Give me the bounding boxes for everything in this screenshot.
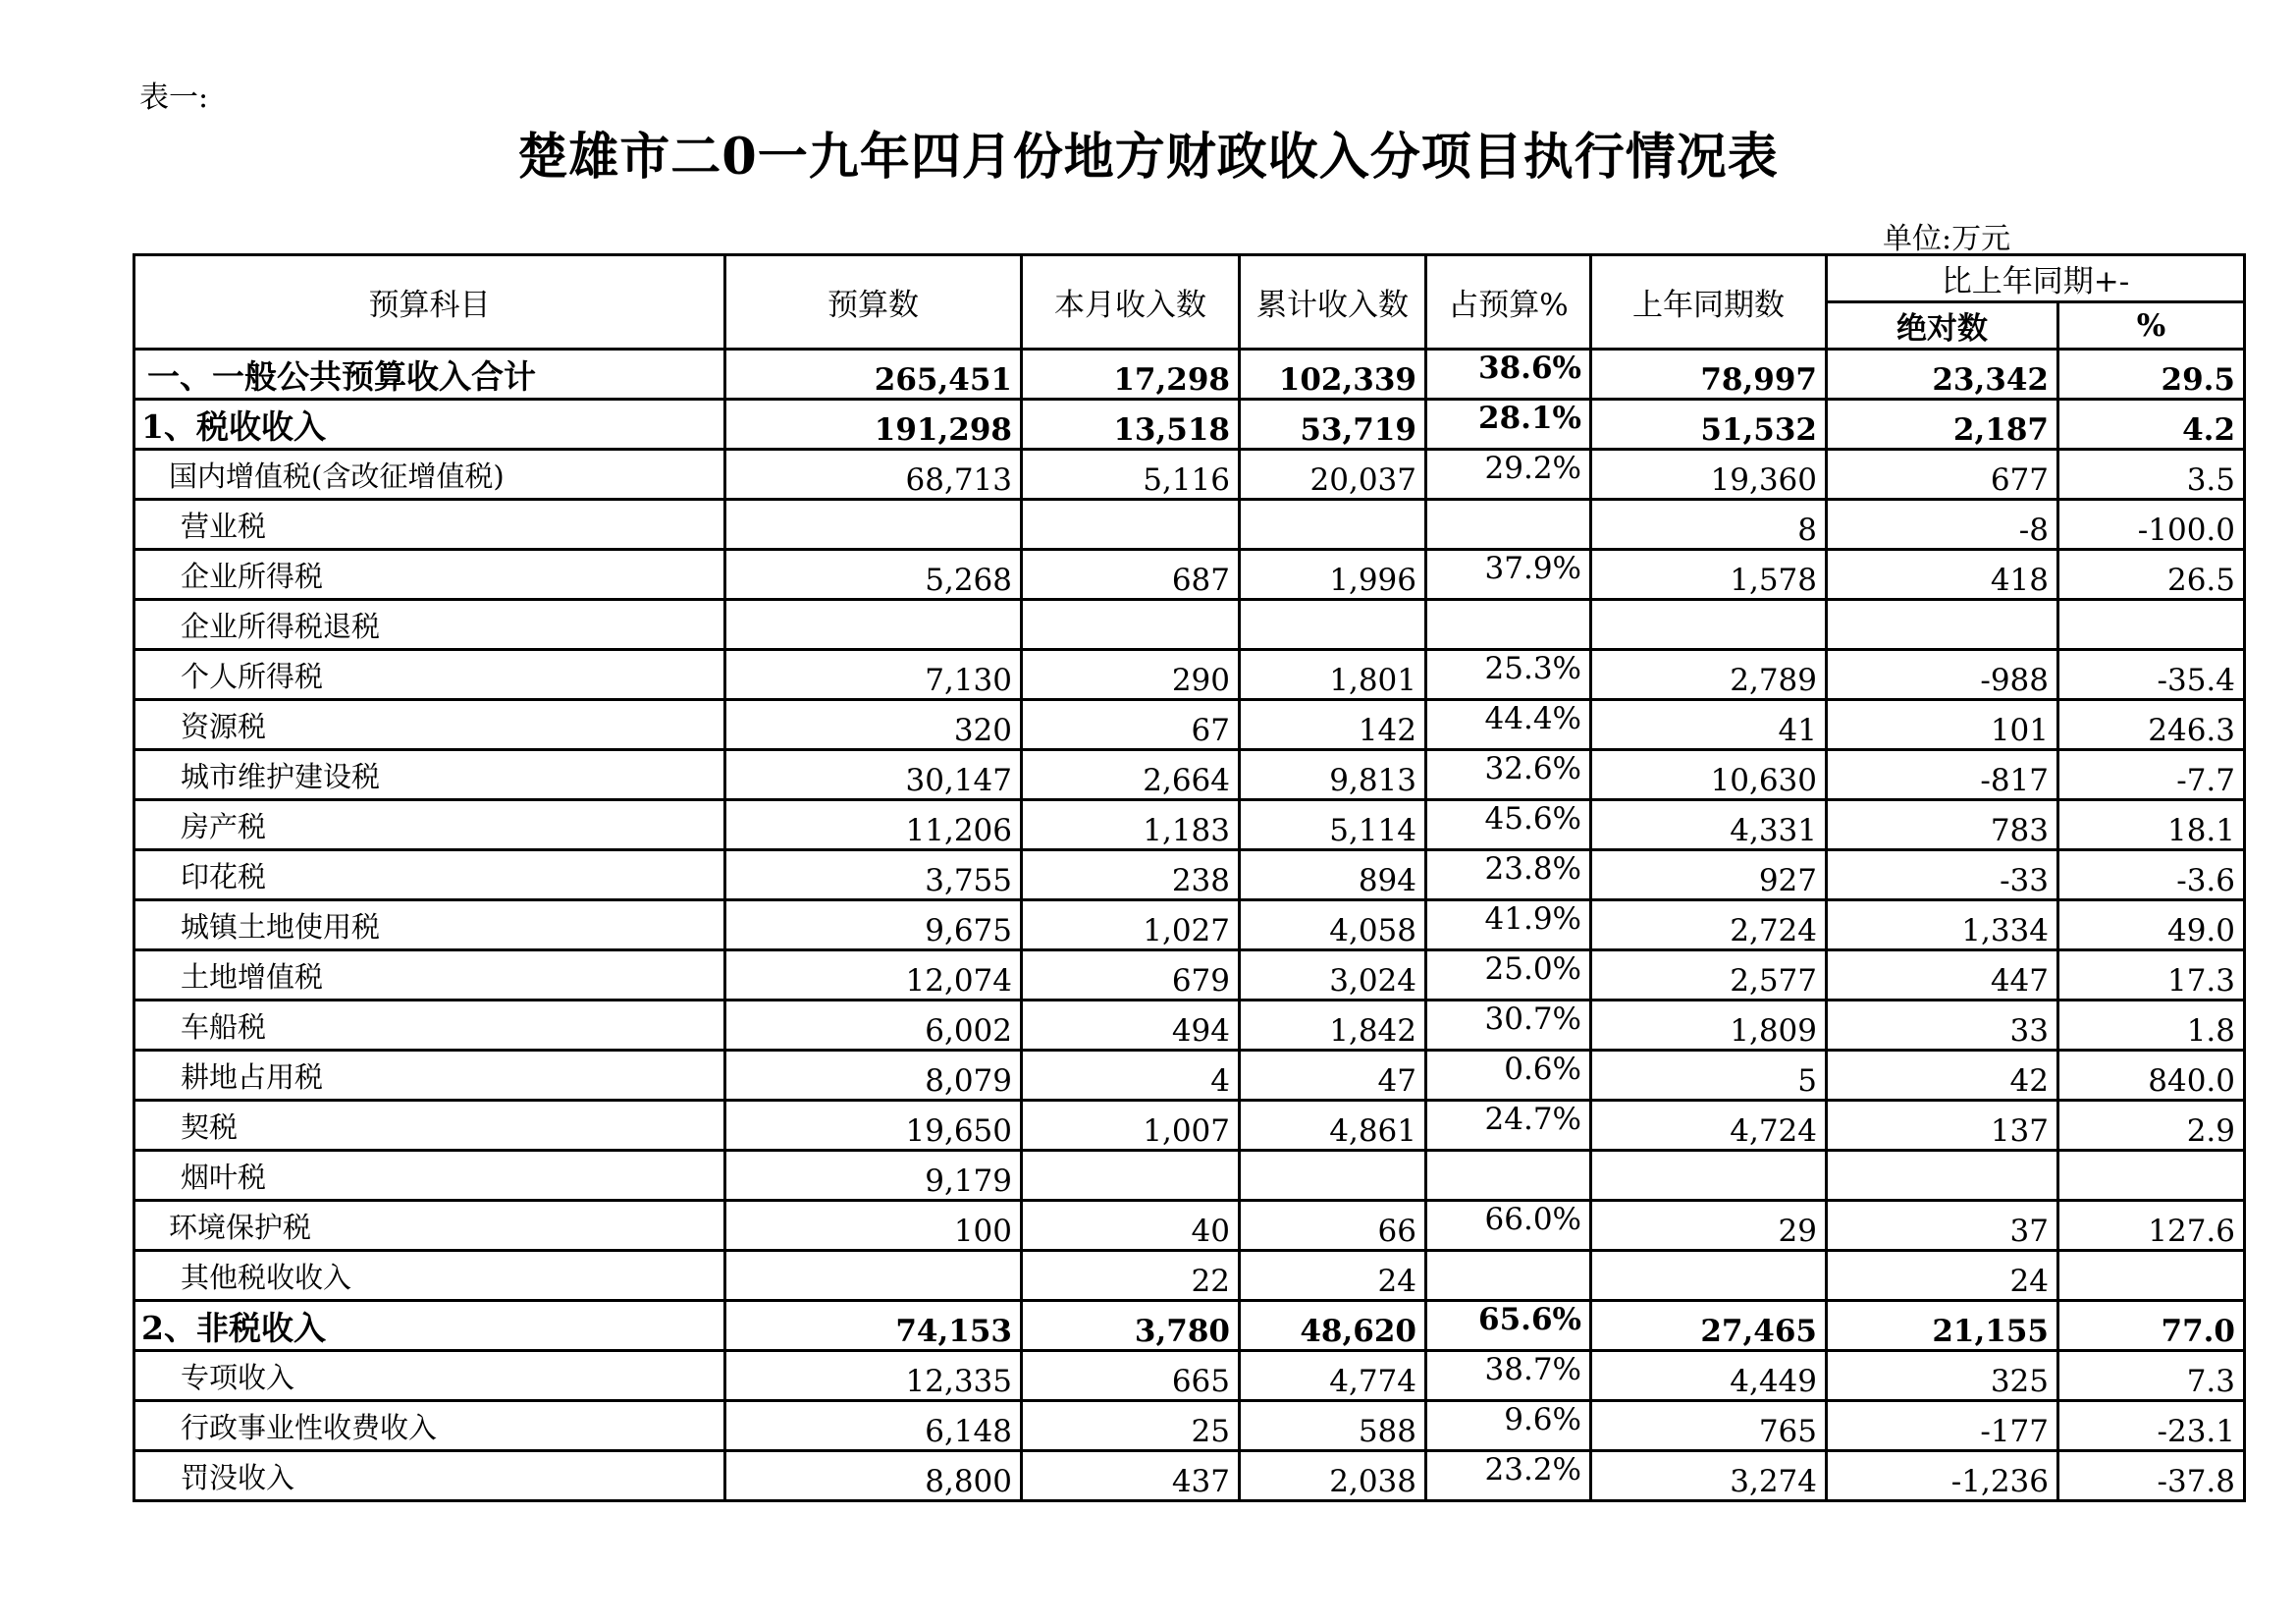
cell-cumulative: 48,620 [1240, 1301, 1426, 1351]
cell-item: 国内增值税(含改征增值税) [134, 450, 725, 500]
page-title: 楚雄市二0一九年四月份地方财政收入分项目执行情况表 [517, 128, 1779, 187]
cell-month: 2,664 [1022, 750, 1240, 800]
table-row [134, 1151, 2245, 1201]
revenue-table [133, 253, 2246, 1502]
cell-last-year: 2,724 [1591, 900, 1827, 950]
cell-cumulative: 5,114 [1240, 800, 1426, 850]
cell-month: 665 [1022, 1351, 1240, 1401]
cell-cumulative: 4,058 [1240, 900, 1426, 950]
cell-yoy-abs: 42 [1827, 1051, 2058, 1101]
cell-item: 营业税 [134, 500, 725, 550]
cell-month: 40 [1022, 1201, 1240, 1251]
cell-yoy-abs: 37 [1827, 1201, 2058, 1251]
cell-last-year: 51,532 [1591, 400, 1827, 450]
cell-pct-budget: 28.1% [1426, 400, 1591, 450]
cell-pct-budget: 38.7% [1426, 1351, 1591, 1401]
table-row [134, 600, 2245, 650]
cell-budget [725, 1251, 1022, 1301]
cell-yoy-pct: 17.3 [2058, 950, 2245, 1001]
table-row [134, 1201, 2245, 1251]
table-row [134, 1351, 2245, 1401]
cell-yoy-pct: 2.9 [2058, 1101, 2245, 1151]
header-yoy-group: 比上年同期+- [1827, 255, 2245, 302]
cell-cumulative: 4,774 [1240, 1351, 1426, 1401]
table-row [134, 400, 2245, 450]
cell-pct-budget: 25.3% [1426, 650, 1591, 700]
cell-month: 3,780 [1022, 1301, 1240, 1351]
cell-budget: 6,148 [725, 1401, 1022, 1451]
cell-yoy-pct: 26.5 [2058, 550, 2245, 600]
cell-pct-budget: 38.6% [1426, 350, 1591, 400]
header-yoy-pct: % [2058, 302, 2245, 350]
cell-last-year: 927 [1591, 850, 1827, 900]
cell-yoy-abs: 418 [1827, 550, 2058, 600]
cell-yoy-abs: 24 [1827, 1251, 2058, 1301]
cell-cumulative: 3,024 [1240, 950, 1426, 1001]
cell-month: 437 [1022, 1451, 1240, 1501]
cell-item: 车船税 [134, 1001, 725, 1051]
cell-month [1022, 500, 1240, 550]
cell-month [1022, 1151, 1240, 1201]
cell-item: 罚没收入 [134, 1451, 725, 1501]
cell-item: 1、税收收入 [134, 400, 725, 450]
cell-yoy-pct: 49.0 [2058, 900, 2245, 950]
cell-cumulative: 24 [1240, 1251, 1426, 1301]
cell-budget: 320 [725, 700, 1022, 750]
cell-item: 房产税 [134, 800, 725, 850]
cell-yoy-pct: 246.3 [2058, 700, 2245, 750]
table-row [134, 550, 2245, 600]
cell-cumulative: 142 [1240, 700, 1426, 750]
table-row [134, 1051, 2245, 1101]
cell-budget: 68,713 [725, 450, 1022, 500]
cell-yoy-abs: 23,342 [1827, 350, 2058, 400]
table-row [134, 1301, 2245, 1351]
cell-month: 687 [1022, 550, 1240, 600]
cell-item: 行政事业性收费收入 [134, 1401, 725, 1451]
cell-yoy-abs: -817 [1827, 750, 2058, 800]
cell-item: 一、一般公共预算收入合计 [134, 350, 725, 400]
table-row [134, 850, 2245, 900]
table-row [134, 650, 2245, 700]
header-item: 预算科目 [134, 255, 725, 350]
cell-yoy-pct: 840.0 [2058, 1051, 2245, 1101]
cell-cumulative: 102,339 [1240, 350, 1426, 400]
cell-pct-budget: 30.7% [1426, 1001, 1591, 1051]
cell-pct-budget: 29.2% [1426, 450, 1591, 500]
cell-item: 其他税收收入 [134, 1251, 725, 1301]
cell-yoy-abs: -8 [1827, 500, 2058, 550]
cell-budget: 191,298 [725, 400, 1022, 450]
cell-item: 企业所得税 [134, 550, 725, 600]
cell-last-year: 41 [1591, 700, 1827, 750]
cell-yoy-pct: 77.0 [2058, 1301, 2245, 1351]
cell-budget: 9,675 [725, 900, 1022, 950]
cell-month: 1,027 [1022, 900, 1240, 950]
cell-pct-budget: 65.6% [1426, 1301, 1591, 1351]
cell-yoy-abs: 2,187 [1827, 400, 2058, 450]
cell-yoy-abs: 677 [1827, 450, 2058, 500]
cell-budget: 100 [725, 1201, 1022, 1251]
cell-pct-budget: 25.0% [1426, 950, 1591, 1001]
table-row [134, 1451, 2245, 1501]
cell-pct-budget: 0.6% [1426, 1051, 1591, 1101]
cell-month: 238 [1022, 850, 1240, 900]
cell-cumulative [1240, 500, 1426, 550]
cell-cumulative: 66 [1240, 1201, 1426, 1251]
cell-budget: 3,755 [725, 850, 1022, 900]
cell-yoy-abs: 33 [1827, 1001, 2058, 1051]
cell-yoy-pct: -37.8 [2058, 1451, 2245, 1501]
cell-budget: 265,451 [725, 350, 1022, 400]
cell-yoy-pct: -35.4 [2058, 650, 2245, 700]
header-yoy-abs: 绝对数 [1827, 302, 2058, 350]
table-row [134, 450, 2245, 500]
cell-yoy-pct: 7.3 [2058, 1351, 2245, 1401]
cell-last-year: 1,809 [1591, 1001, 1827, 1051]
table-body [134, 255, 2245, 1501]
cell-item: 契税 [134, 1101, 725, 1151]
cell-yoy-pct: -7.7 [2058, 750, 2245, 800]
cell-last-year: 29 [1591, 1201, 1827, 1251]
cell-pct-budget [1426, 1151, 1591, 1201]
header-pct-budget: 占预算% [1426, 255, 1591, 350]
cell-yoy-pct: -23.1 [2058, 1401, 2245, 1451]
table-row [134, 950, 2245, 1001]
cell-last-year: 1,578 [1591, 550, 1827, 600]
cell-yoy-pct: 18.1 [2058, 800, 2245, 850]
table-row [134, 900, 2245, 950]
cell-item: 耕地占用税 [134, 1051, 725, 1101]
cell-cumulative [1240, 600, 1426, 650]
cell-month: 1,183 [1022, 800, 1240, 850]
cell-yoy-abs: 21,155 [1827, 1301, 2058, 1351]
table-row [134, 800, 2245, 850]
cell-last-year: 10,630 [1591, 750, 1827, 800]
cell-last-year: 4,724 [1591, 1101, 1827, 1151]
cell-last-year [1591, 1251, 1827, 1301]
table-row [134, 750, 2245, 800]
cell-month: 13,518 [1022, 400, 1240, 450]
header-budget: 预算数 [725, 255, 1022, 350]
cell-cumulative: 20,037 [1240, 450, 1426, 500]
table-row [134, 350, 2245, 400]
cell-budget: 9,179 [725, 1151, 1022, 1201]
cell-item: 企业所得税退税 [134, 600, 725, 650]
unit-label: 单位:万元 [1883, 222, 2011, 256]
cell-item: 城市维护建设税 [134, 750, 725, 800]
cell-cumulative: 1,801 [1240, 650, 1426, 700]
cell-yoy-abs: -177 [1827, 1401, 2058, 1451]
cell-yoy-abs: 101 [1827, 700, 2058, 750]
cell-budget: 12,074 [725, 950, 1022, 1001]
cell-yoy-pct [2058, 1151, 2245, 1201]
cell-month: 679 [1022, 950, 1240, 1001]
cell-yoy-pct: 3.5 [2058, 450, 2245, 500]
cell-month: 494 [1022, 1001, 1240, 1051]
cell-month: 290 [1022, 650, 1240, 700]
cell-cumulative: 2,038 [1240, 1451, 1426, 1501]
cell-last-year: 2,577 [1591, 950, 1827, 1001]
cell-cumulative: 1,996 [1240, 550, 1426, 600]
cell-item: 烟叶税 [134, 1151, 725, 1201]
table-label: 表一: [139, 81, 209, 115]
cell-budget: 6,002 [725, 1001, 1022, 1051]
cell-budget: 11,206 [725, 800, 1022, 850]
cell-pct-budget: 41.9% [1426, 900, 1591, 950]
cell-month: 25 [1022, 1401, 1240, 1451]
cell-last-year: 3,274 [1591, 1451, 1827, 1501]
cell-pct-budget: 9.6% [1426, 1401, 1591, 1451]
cell-pct-budget: 24.7% [1426, 1101, 1591, 1151]
cell-pct-budget: 37.9% [1426, 550, 1591, 600]
table-row [134, 500, 2245, 550]
header-month: 本月收入数 [1022, 255, 1240, 350]
cell-last-year: 8 [1591, 500, 1827, 550]
cell-yoy-pct: -100.0 [2058, 500, 2245, 550]
cell-yoy-pct: 29.5 [2058, 350, 2245, 400]
cell-budget: 8,800 [725, 1451, 1022, 1501]
cell-month: 5,116 [1022, 450, 1240, 500]
cell-yoy-abs: -988 [1827, 650, 2058, 700]
cell-budget: 19,650 [725, 1101, 1022, 1151]
cell-yoy-abs: -33 [1827, 850, 2058, 900]
cell-yoy-pct: 4.2 [2058, 400, 2245, 450]
cell-yoy-abs: 447 [1827, 950, 2058, 1001]
cell-cumulative: 53,719 [1240, 400, 1426, 450]
table-row [134, 1251, 2245, 1301]
table-row [134, 700, 2245, 750]
cell-month: 17,298 [1022, 350, 1240, 400]
cell-item: 城镇土地使用税 [134, 900, 725, 950]
cell-yoy-pct: -3.6 [2058, 850, 2245, 900]
cell-cumulative [1240, 1151, 1426, 1201]
cell-pct-budget: 66.0% [1426, 1201, 1591, 1251]
cell-yoy-abs: 783 [1827, 800, 2058, 850]
cell-last-year: 2,789 [1591, 650, 1827, 700]
cell-budget: 7,130 [725, 650, 1022, 700]
cell-pct-budget: 23.2% [1426, 1451, 1591, 1501]
cell-last-year: 4,331 [1591, 800, 1827, 850]
cell-last-year: 765 [1591, 1401, 1827, 1451]
cell-month: 4 [1022, 1051, 1240, 1101]
cell-month [1022, 600, 1240, 650]
cell-item: 土地增值税 [134, 950, 725, 1001]
cell-item: 环境保护税 [134, 1201, 725, 1251]
cell-last-year: 19,360 [1591, 450, 1827, 500]
cell-budget: 12,335 [725, 1351, 1022, 1401]
cell-yoy-abs [1827, 1151, 2058, 1201]
cell-month: 22 [1022, 1251, 1240, 1301]
cell-item: 资源税 [134, 700, 725, 750]
table-row [134, 1401, 2245, 1451]
table-row [134, 1101, 2245, 1151]
header-row [134, 255, 2245, 302]
cell-last-year [1591, 600, 1827, 650]
cell-pct-budget: 44.4% [1426, 700, 1591, 750]
cell-item: 个人所得税 [134, 650, 725, 700]
cell-pct-budget: 45.6% [1426, 800, 1591, 850]
cell-budget: 8,079 [725, 1051, 1022, 1101]
cell-yoy-abs: -1,236 [1827, 1451, 2058, 1501]
cell-budget: 74,153 [725, 1301, 1022, 1351]
cell-pct-budget [1426, 1251, 1591, 1301]
cell-yoy-abs: 137 [1827, 1101, 2058, 1151]
header-cumulative: 累计收入数 [1240, 255, 1426, 350]
cell-pct-budget [1426, 500, 1591, 550]
cell-month: 1,007 [1022, 1101, 1240, 1151]
cell-pct-budget: 32.6% [1426, 750, 1591, 800]
cell-cumulative: 4,861 [1240, 1101, 1426, 1151]
cell-cumulative: 894 [1240, 850, 1426, 900]
cell-last-year: 4,449 [1591, 1351, 1827, 1401]
cell-budget [725, 500, 1022, 550]
cell-yoy-pct: 127.6 [2058, 1201, 2245, 1251]
cell-yoy-pct [2058, 1251, 2245, 1301]
cell-yoy-pct: 1.8 [2058, 1001, 2245, 1051]
cell-budget [725, 600, 1022, 650]
cell-yoy-abs [1827, 600, 2058, 650]
cell-cumulative: 47 [1240, 1051, 1426, 1101]
cell-cumulative: 9,813 [1240, 750, 1426, 800]
cell-budget: 5,268 [725, 550, 1022, 600]
cell-item: 专项收入 [134, 1351, 725, 1401]
cell-last-year [1591, 1151, 1827, 1201]
cell-cumulative: 1,842 [1240, 1001, 1426, 1051]
cell-pct-budget: 23.8% [1426, 850, 1591, 900]
cell-budget: 30,147 [725, 750, 1022, 800]
cell-last-year: 5 [1591, 1051, 1827, 1101]
cell-month: 67 [1022, 700, 1240, 750]
cell-item: 2、非税收入 [134, 1301, 725, 1351]
table-row [134, 1001, 2245, 1051]
cell-yoy-abs: 325 [1827, 1351, 2058, 1401]
header-last-year: 上年同期数 [1591, 255, 1827, 350]
cell-last-year: 27,465 [1591, 1301, 1827, 1351]
cell-pct-budget [1426, 600, 1591, 650]
cell-item: 印花税 [134, 850, 725, 900]
cell-yoy-pct [2058, 600, 2245, 650]
cell-yoy-abs: 1,334 [1827, 900, 2058, 950]
cell-last-year: 78,997 [1591, 350, 1827, 400]
cell-cumulative: 588 [1240, 1401, 1426, 1451]
